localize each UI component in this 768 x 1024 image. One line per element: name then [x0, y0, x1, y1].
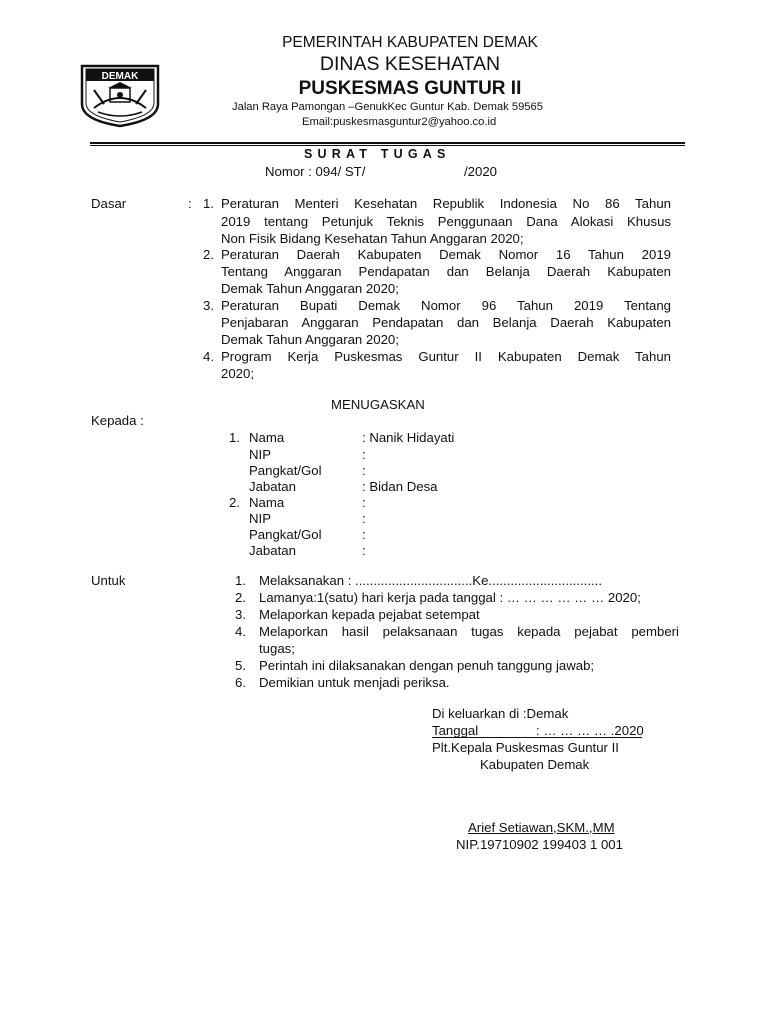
- untuk-item-number: 3.: [235, 607, 246, 622]
- field-label-nip: NIP: [249, 447, 271, 462]
- dasar-item-line: Program Kerja Puskesmas Guntur II Kabupaten Demak Tahun: [221, 349, 671, 364]
- kepada-label: Kepada :: [91, 413, 144, 428]
- dasar-item-number: 3.: [203, 298, 214, 313]
- signer-position: Plt.Kepala Puskesmas Guntur II: [432, 740, 619, 755]
- dasar-item-line: Peraturan Daerah Kabupaten Demak Nomor 16 Tahun 2019: [221, 247, 671, 262]
- signer-name: Arief Setiawan,SKM.,MM: [468, 820, 615, 835]
- person-number: 2.: [229, 495, 240, 510]
- field-value-pangkat: :: [362, 463, 366, 478]
- dasar-item-line: Tentang Anggaran Pendapatan dan Belanja Daerah Kabupaten: [221, 264, 671, 279]
- dasar-item-line: Demak Tahun Anggaran 2020;: [221, 281, 399, 296]
- dasar-colon: :: [188, 196, 192, 211]
- field-value-pangkat: :: [362, 527, 366, 542]
- signer-region: Kabupaten Demak: [480, 757, 590, 772]
- field-label-jabatan: Jabatan: [249, 479, 296, 494]
- field-value-nama: : Nanik Hidayati: [362, 430, 455, 445]
- dasar-item-number: 1.: [203, 196, 214, 211]
- dasar-item-line: 2019 tentang Petunjuk Teknis Penggunaan Dana Alokasi Khusus: [221, 214, 671, 229]
- document-number-prefix: Nomor : 094/ ST/: [265, 164, 366, 179]
- dasar-item-number: 2.: [203, 247, 214, 262]
- issue-date-label: Tanggal: [432, 723, 479, 738]
- field-value-nama: :: [362, 495, 366, 510]
- field-value-nip: :: [362, 511, 366, 526]
- untuk-item-line: Melaksanakan : ................................Ke...............................: [259, 573, 602, 588]
- untuk-label: Untuk: [91, 573, 126, 588]
- header-department: DINAS KESEHATAN: [319, 53, 501, 75]
- untuk-item-number: 6.: [235, 675, 246, 690]
- dasar-item-line: Demak Tahun Anggaran 2020;: [221, 332, 399, 347]
- untuk-item-line: Melaporkan kepada pejabat setempat: [259, 607, 480, 622]
- logo-text: DEMAK: [101, 71, 139, 82]
- field-value-nip: :: [362, 447, 366, 462]
- untuk-item-number: 1.: [235, 573, 246, 588]
- untuk-item-number: 4.: [235, 624, 246, 639]
- field-label-nama: Nama: [249, 495, 285, 510]
- header-government: PEMERINTAH KABUPATEN DEMAK: [282, 34, 538, 51]
- signer-nip: NIP.19710902 199403 1 001: [456, 837, 623, 852]
- dasar-item-line: Peraturan Menteri Kesehatan Republik Indonesia No 86 Tahun: [221, 196, 671, 211]
- dasar-item-line: Non Fisik Bidang Kesehatan Tahun Anggaran 2020;: [221, 231, 524, 246]
- field-label-nama: Nama: [249, 430, 285, 445]
- untuk-item-number: 5.: [235, 658, 246, 673]
- dasar-item-line: 2020;: [221, 366, 255, 381]
- untuk-item-number: 2.: [235, 590, 246, 605]
- header-email: Email:puskesmasguntur2@yahoo.co.id: [302, 116, 497, 128]
- dasar-item-number: 4.: [203, 349, 214, 364]
- untuk-item-line: Demikian untuk menjadi periksa.: [259, 675, 450, 690]
- field-label-pangkat: Pangkat/Gol: [249, 463, 322, 478]
- field-label-pangkat: Pangkat/Gol: [249, 527, 322, 542]
- field-value-jabatan: : Bidan Desa: [362, 479, 438, 494]
- dasar-item-line: Penjabaran Anggaran Pendapatan dan Belanja Daerah Kabupaten: [221, 315, 671, 330]
- header-address: Jalan Raya Pamongan –GenukKec Guntur Kab. Demak 59565: [232, 101, 543, 113]
- header-divider-thick: [90, 142, 685, 144]
- dasar-item-line: Peraturan Bupati Demak Nomor 96 Tahun 2019 Tentang: [221, 298, 671, 313]
- header-puskesmas: PUSKESMAS GUNTUR II: [298, 78, 522, 99]
- issue-date-row: [432, 722, 642, 738]
- document-title: SURAT TUGAS: [304, 147, 451, 161]
- issued-at: Di keluarkan di :Demak: [432, 706, 569, 721]
- untuk-item-line: tugas;: [259, 641, 295, 656]
- field-label-jabatan: Jabatan: [249, 543, 296, 558]
- untuk-item-line: Lamanya:1(satu) hari kerja pada tanggal : … … … … … … 2020;: [259, 590, 641, 605]
- field-value-jabatan: :: [362, 543, 366, 558]
- header-divider-thin: [90, 145, 685, 146]
- dasar-label: Dasar: [91, 196, 127, 211]
- untuk-item-line: Perintah ini dilaksanakan dengan penuh tanggung jawab;: [259, 658, 595, 673]
- menugaskan-heading: MENUGASKAN: [331, 397, 425, 412]
- field-label-nip: NIP: [249, 511, 271, 526]
- untuk-item-line: Melaporkan hasil pelaksanaan tugas kepada pejabat pemberi: [259, 624, 679, 639]
- document-number-suffix: /2020: [464, 164, 498, 179]
- issue-date-value: : … … … … .2020: [536, 723, 644, 738]
- person-number: 1.: [229, 430, 240, 445]
